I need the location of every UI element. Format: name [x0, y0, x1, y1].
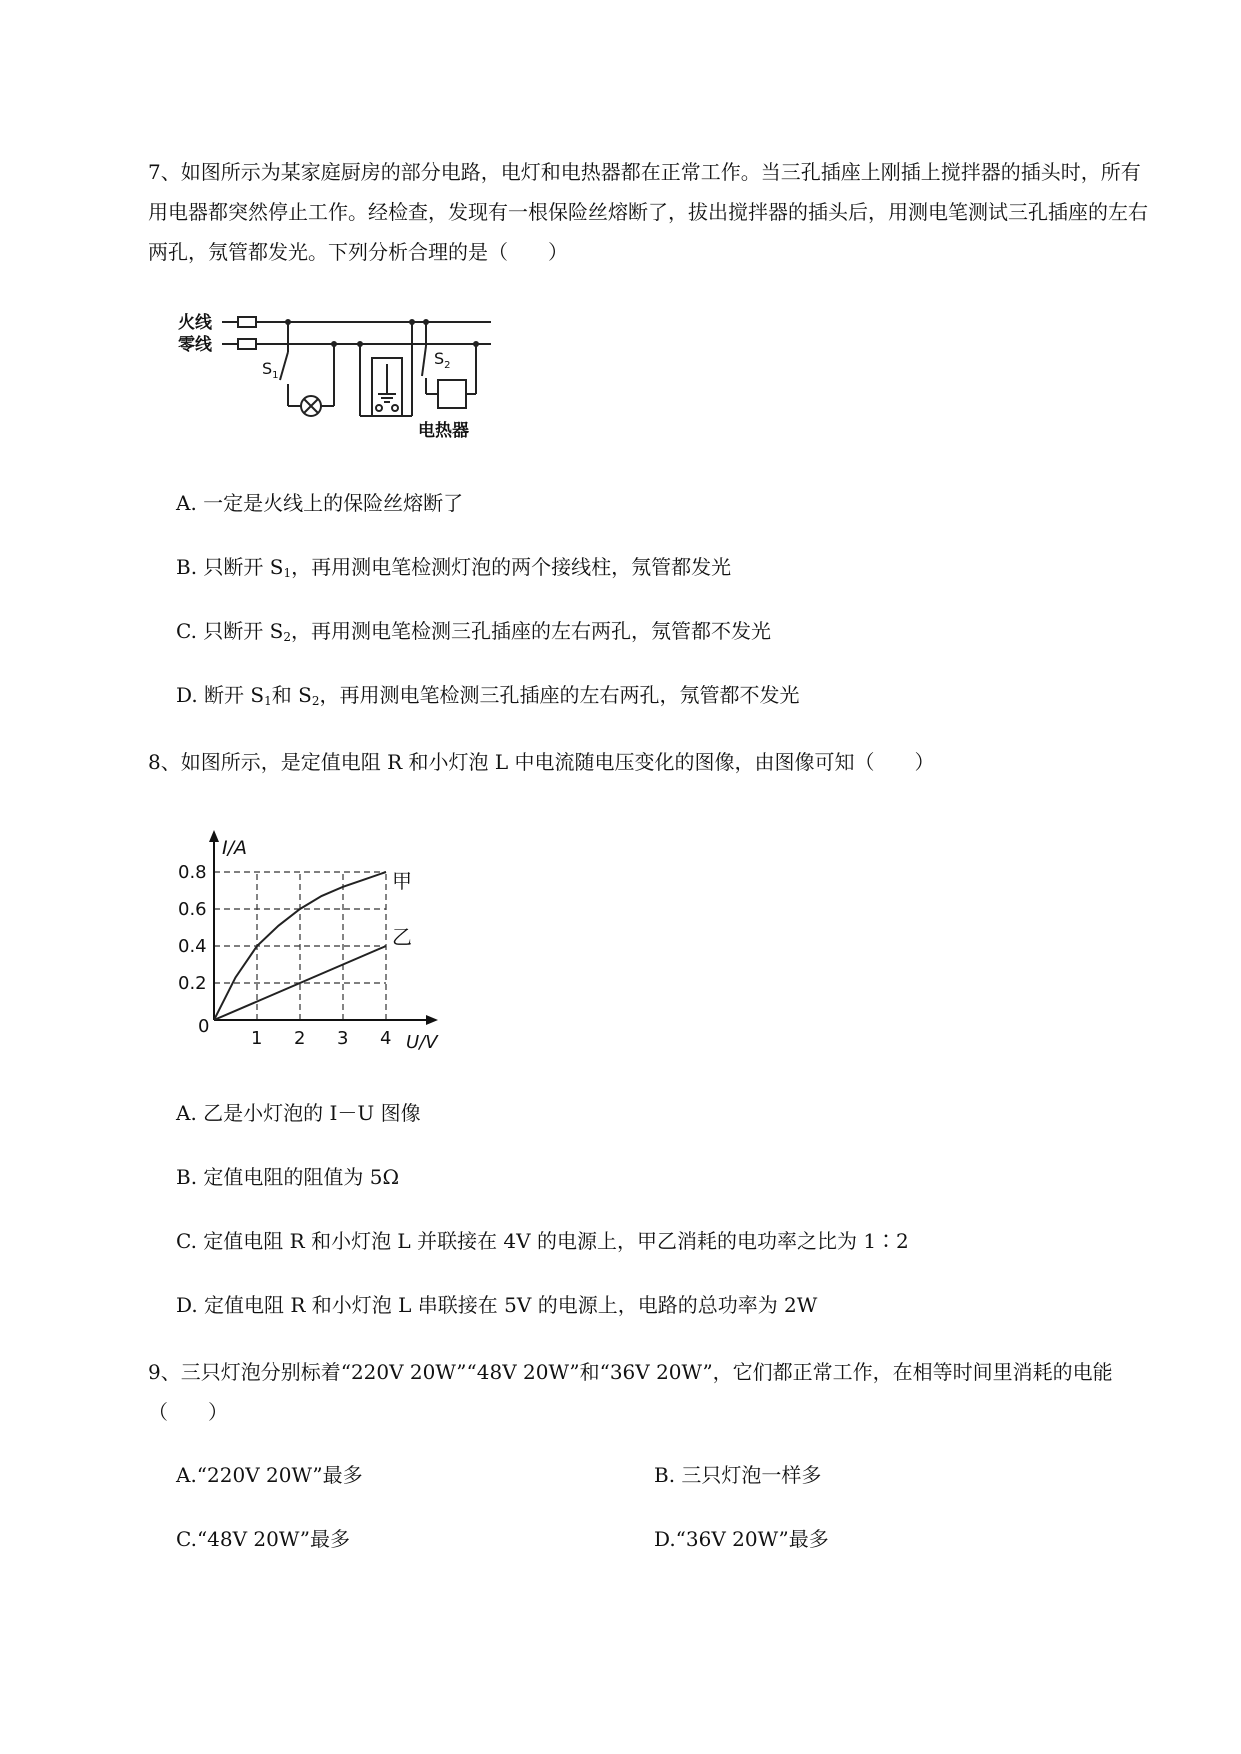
switch-s1-label: $S_1$ [262, 359, 279, 381]
x-tick-label: 3 [337, 1028, 349, 1049]
q7-option-c-sub: 2 [283, 630, 292, 644]
q7-option-d-pre: D. 断开 S [176, 683, 265, 707]
y-tick-label: 0.2 [178, 973, 207, 994]
y-axis-label: I/A [222, 837, 248, 859]
q9-option-c[interactable]: C.“48V 20W”最多 [176, 1527, 351, 1551]
q7-option-d-mid: 和 S [271, 683, 312, 707]
q9-option-a[interactable]: A.“220V 20W”最多 [176, 1463, 363, 1487]
question-7-stem: 7、如图所示为某家庭厨房的部分电路，电灯和电热器都在正常工作。当三孔插座上刚插上搅拌器的插头时，所有用电器都突然停止工作。经检查，发现有一根保险丝熔断了，拔出搅拌器的插头后，用测电笔测试三孔插座的左右两孔，氖管都发光。下列分析合理的是（ ） [148, 160, 1148, 264]
q7-option-b[interactable] [176, 552, 731, 588]
switch-s2-label: $S_2$ [434, 349, 451, 371]
y-tick-label: 0.8 [178, 862, 207, 883]
q8-option-a[interactable]: A. 乙是小灯泡的 I－U 图像 [176, 1101, 421, 1125]
q7-option-a[interactable]: A. 一定是火线上的保险丝熔断了 [176, 491, 464, 515]
q7-option-b-pre: B. 只断开 S [176, 555, 284, 579]
heater-label: 电热器 [418, 421, 469, 441]
heater [438, 380, 466, 408]
y-tick-label: 0.6 [178, 899, 207, 920]
live-fuse [238, 317, 256, 327]
q7-option-c-pre: C. 只断开 S [176, 619, 284, 643]
q8-option-d[interactable]: D. 定值电阻 R 和小灯泡 L 串联接在 5V 的电源上，电路的总功率为 2W [176, 1293, 818, 1317]
q8-option-c[interactable]: C. 定值电阻 R 和小灯泡 L 并联接在 4V 的电源上，甲乙消耗的电功率之比为 1∶2 [176, 1229, 909, 1253]
q7-option-d-sub2: 2 [311, 694, 320, 708]
q7-option-b-post: ，再用测电笔检测灯泡的两个接线柱，氖管都发光 [291, 555, 732, 579]
y-tick-label: 0.4 [178, 936, 207, 957]
chart-grid [214, 872, 386, 1020]
q8-option-b[interactable]: B. 定值电阻的阻值为 5Ω [176, 1165, 400, 1189]
q9-option-b[interactable]: B. 三只灯泡一样多 [654, 1463, 822, 1487]
q9-option-d[interactable]: D.“36V 20W”最多 [654, 1527, 829, 1551]
x-tick-label: 4 [380, 1028, 392, 1049]
circuit-diagram [176, 300, 506, 455]
q7-option-d[interactable] [176, 680, 799, 716]
x-tick-label: 2 [294, 1028, 306, 1049]
question-8-stem: 8、如图所示，是定值电阻 R 和小灯泡 L 中电流随电压变化的图像，由图像可知（ ） [148, 750, 935, 774]
q7-option-c[interactable] [176, 616, 771, 652]
q7-option-d-post: ，再用测电笔检测三孔插座的左右两孔，氖管都不发光 [319, 683, 800, 707]
q7-option-b-sub: 1 [283, 566, 292, 580]
neutral-fuse [238, 339, 256, 349]
question-9-stem: 9、三只灯泡分别标着“220V 20W”“48V 20W”和“36V 20W”，它们都正常工作，在相等时间里消耗的电能（ ） [148, 1360, 1113, 1424]
q7-option-d-sub1: 1 [264, 694, 272, 708]
neutral-wire-label: 零线 [178, 335, 212, 355]
iv-chart [176, 820, 456, 1060]
x-axis-label: U/V [406, 1032, 438, 1053]
origin-label: 0 [198, 1016, 210, 1037]
q7-option-c-post: ，再用测电笔检测三孔插座的左右两孔，氖管都不发光 [291, 619, 772, 643]
series-label-yi: 乙 [392, 925, 412, 949]
series-label-jia: 甲 [392, 869, 412, 893]
x-tick-label: 1 [251, 1028, 263, 1049]
live-wire-label: 火线 [178, 313, 212, 333]
